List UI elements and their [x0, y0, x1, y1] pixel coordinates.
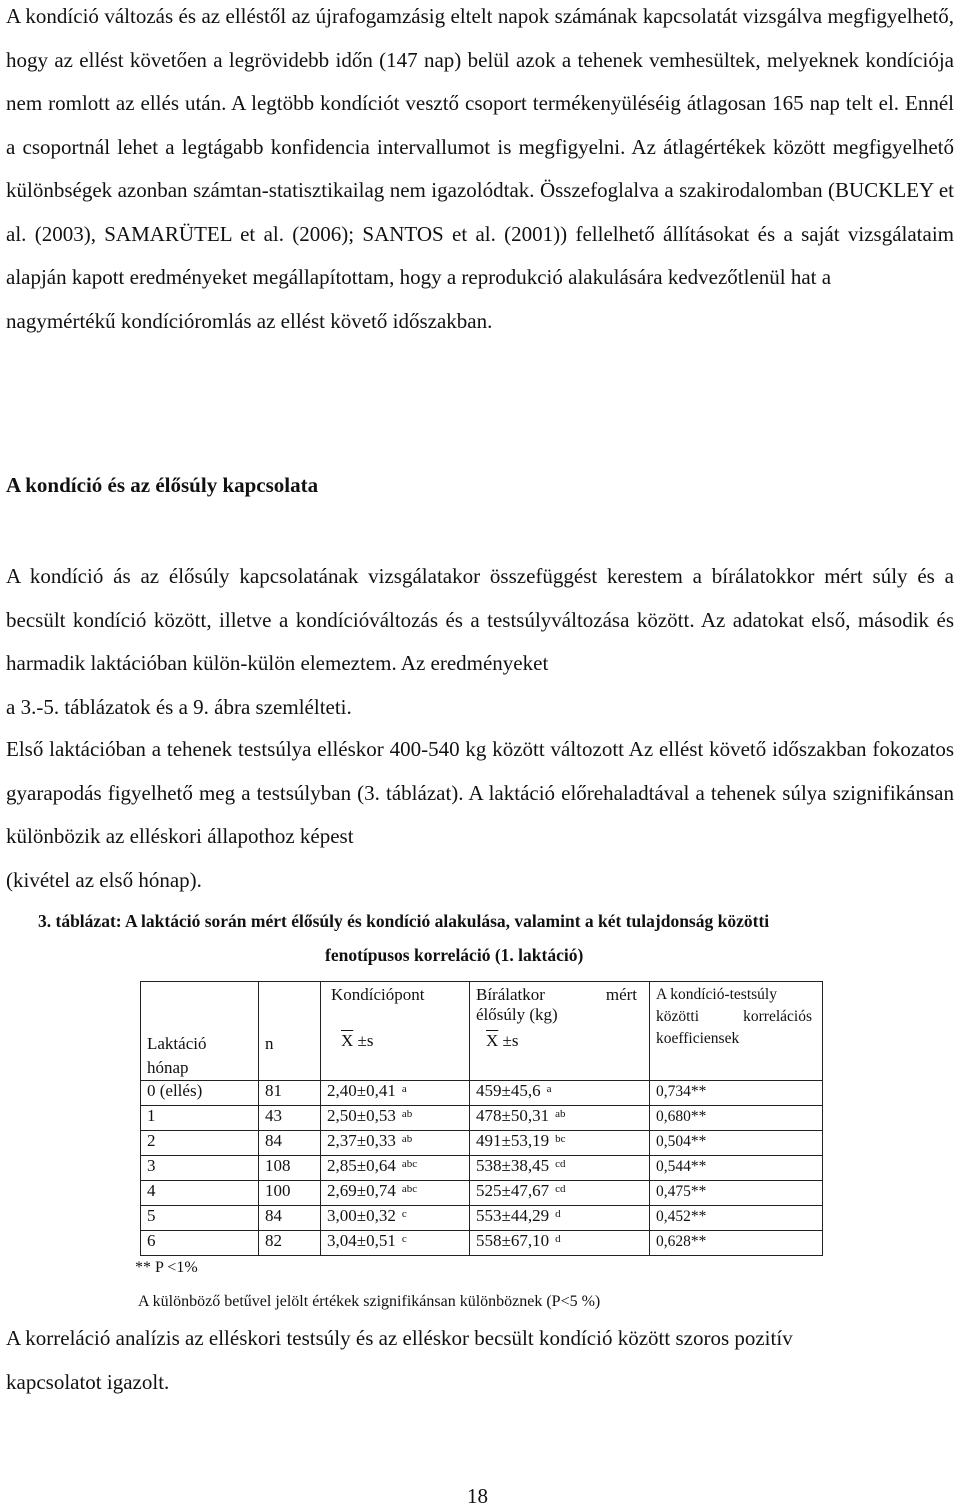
cell-correlation	[650, 1131, 823, 1156]
cell-n	[259, 1206, 321, 1231]
table-caption: 3. táblázat: A laktáció során mért élősúly és kondíció alakulása, valamint a két tulajdonság közötti	[38, 911, 770, 931]
cell-month	[141, 1231, 259, 1256]
mean-symbol: $\overline{X}$	[341, 1031, 354, 1050]
cell-correlation-value: 0,475**	[656, 1183, 707, 1200]
cell-correlation	[650, 1206, 823, 1231]
paragraph-text: A kondíció változás és az elléstől az újrafogamzásig eltelt napok számának kapcsolatát vizsgálva megfigyelhető, hogy az ellést követően a legrövidebb időn (147 nap) belül azok a tehenek vemhesültek, melyeknek kondíciója nem romlott az ellés után. A legtöbb kondíciót vesztő csoport termékenyüléséig átlagosan 165 nap telt el. Ennél a csoportnál lehet a legtágabb konfidencia intervallumot is megfigyelni. Az átlagértékek között megfigyelhető különbségek azonban számtan-statisztikailag nem igazolódtak. Összefoglalva a szakirodalomban (BUCKLEY et al. (2003), SAMARÜTEL et al. (2006); SANTOS et al. (2001)) fellelhető állításokat és a saját vizsgálataim alapján kapott eredményeket megállapítottam, hogy a reprodukció alakulására kedvezőtlenül hat a	[6, 4, 954, 289]
data-table	[140, 981, 823, 1256]
header-n-label: n	[265, 1034, 274, 1053]
table-row	[141, 1131, 823, 1156]
cell-correlation-value: 0,544**	[656, 1158, 707, 1175]
cell-n-value: 100	[265, 1181, 291, 1200]
cell-condition-significance-letter: ab	[401, 1108, 413, 1120]
table-note-letters: A különböző betűvel jelölt értékek szignifikánsan különböznek (P<5 %)	[138, 1293, 601, 1310]
cell-condition-value: 2,40±0,41	[327, 1081, 396, 1100]
header-korrelacio	[650, 982, 823, 1081]
cell-condition	[321, 1231, 470, 1256]
cell-weight-significance-letter: a	[546, 1083, 552, 1095]
paragraph-last-line: kapcsolatot igazolt.	[6, 1369, 170, 1394]
cell-month-value: 0 (ellés)	[147, 1081, 203, 1100]
cell-condition-value: 3,04±0,51	[327, 1231, 396, 1250]
paragraph-weight-intro	[6, 555, 954, 729]
cell-correlation	[650, 1156, 823, 1181]
table-row	[141, 1081, 823, 1106]
cell-condition-significance-letter: abc	[401, 1158, 418, 1170]
header-laktacio	[141, 982, 259, 1081]
cell-month-value: 3	[147, 1156, 156, 1175]
mean-symbol: $\overline{X}$	[486, 1031, 499, 1050]
cell-weight	[470, 1156, 650, 1181]
cell-correlation-value: 0,452**	[656, 1208, 707, 1225]
cell-month	[141, 1156, 259, 1181]
cell-n	[259, 1231, 321, 1256]
cell-correlation-value: 0,734**	[656, 1083, 707, 1100]
table-row	[141, 1231, 823, 1256]
cell-correlation-value: 0,628**	[656, 1233, 707, 1250]
cell-correlation	[650, 1231, 823, 1256]
header-biralatkor	[470, 982, 650, 1081]
cell-correlation-value: 0,504**	[656, 1133, 707, 1150]
page-number: 18	[467, 1484, 488, 1508]
table-note-significance: ** P <1%	[135, 1259, 198, 1276]
paragraph-last-line: a 3.-5. táblázatok és a 9. ábra szemlélteti.	[6, 694, 352, 719]
cell-condition	[321, 1156, 470, 1181]
header-kondiciopont	[321, 982, 470, 1081]
header-korrelacio-line2: közötti	[656, 1008, 700, 1025]
cell-condition	[321, 1131, 470, 1156]
cell-condition-significance-letter: c	[401, 1208, 407, 1220]
cell-condition-value: 2,85±0,64	[327, 1156, 396, 1175]
cell-n-value: 81	[265, 1081, 282, 1100]
cell-month-value: 5	[147, 1206, 156, 1225]
cell-condition-significance-letter: a	[401, 1083, 407, 1095]
cell-weight-significance-letter: d	[555, 1208, 561, 1220]
cell-n-value: 43	[265, 1106, 282, 1125]
cell-n	[259, 1156, 321, 1181]
cell-weight-value: 459±45,6	[476, 1081, 541, 1100]
header-mean-sd	[327, 1031, 463, 1051]
table-header-row	[141, 982, 823, 1081]
cell-n	[259, 1131, 321, 1156]
paragraph-text: A korreláció analízis az elléskori testsúly és az elléskor becsült kondíció között szoros pozitív	[6, 1326, 793, 1350]
cell-weight	[470, 1206, 650, 1231]
paragraph-first-lactation	[6, 728, 954, 902]
table-row	[141, 1106, 823, 1131]
header-elosuly-label: élősúly (kg)	[476, 1005, 558, 1024]
header-laktacio-label: Laktáció	[147, 1034, 207, 1053]
header-korrelacio-line4: koefficiensek	[656, 1030, 740, 1047]
cell-correlation-value: 0,680**	[656, 1108, 707, 1125]
header-n	[259, 982, 321, 1081]
cell-month-value: 1	[147, 1106, 156, 1125]
header-honap-label: hónap	[147, 1058, 189, 1077]
cell-month	[141, 1206, 259, 1231]
cell-condition-value: 2,50±0,53	[327, 1106, 396, 1125]
cell-condition-significance-letter: ab	[401, 1133, 413, 1145]
paragraph-text: A kondíció ás az élősúly kapcsolatának vizsgálatakor összefüggést kerestem a bírálatokkor mért súly és a becsült kondíció között, illetve a kondícióváltozás és a testsúlyváltozása között. Az adatokat első, második és harmadik laktációban külön-külön elemeztem. Az eredményeket	[6, 564, 954, 675]
cell-weight	[470, 1106, 650, 1131]
paragraph-correlation	[6, 1317, 954, 1404]
header-korrelacio-line1: A kondíció-testsúly	[656, 986, 777, 1003]
cell-weight-significance-letter: ab	[555, 1108, 566, 1120]
cell-condition	[321, 1106, 470, 1131]
table-caption-line2: fenotípusos korreláció (1. laktáció)	[325, 945, 584, 965]
cell-month	[141, 1181, 259, 1206]
cell-weight-value: 491±53,19	[476, 1131, 550, 1150]
table-row	[141, 1206, 823, 1231]
cell-weight-value: 525±47,67	[476, 1181, 550, 1200]
cell-month-value: 4	[147, 1181, 156, 1200]
cell-n-value: 108	[265, 1156, 291, 1175]
cell-month	[141, 1131, 259, 1156]
table-row	[141, 1156, 823, 1181]
header-biralatkor-label: Bírálatkor	[476, 985, 545, 1004]
cell-condition-value: 2,37±0,33	[327, 1131, 396, 1150]
cell-weight	[470, 1231, 650, 1256]
cell-n-value: 82	[265, 1231, 282, 1250]
sd-symbol: ±s	[498, 1031, 519, 1050]
cell-month	[141, 1081, 259, 1106]
cell-n-value: 84	[265, 1131, 282, 1150]
cell-condition-significance-letter: c	[401, 1233, 407, 1245]
cell-condition-value: 3,00±0,32	[327, 1206, 396, 1225]
cell-month-value: 6	[147, 1231, 156, 1250]
header-mean-sd	[476, 1031, 643, 1051]
header-korrelacio-line3: korrelációs	[743, 1008, 812, 1025]
cell-weight-value: 478±50,31	[476, 1106, 550, 1125]
table-body	[141, 1081, 823, 1256]
table-row	[141, 1181, 823, 1206]
cell-n	[259, 1081, 321, 1106]
cell-month	[141, 1106, 259, 1131]
paragraph-last-line: (kivétel az első hónap).	[6, 867, 202, 892]
sd-symbol: ±s	[353, 1031, 374, 1050]
cell-weight-significance-letter: d	[555, 1233, 561, 1245]
cell-month-value: 2	[147, 1131, 156, 1150]
cell-condition	[321, 1181, 470, 1206]
cell-weight-significance-letter: cd	[555, 1183, 566, 1195]
cell-n	[259, 1106, 321, 1131]
cell-condition-value: 2,69±0,74	[327, 1181, 396, 1200]
cell-condition-significance-letter: abc	[401, 1183, 418, 1195]
cell-weight-value: 558±67,10	[476, 1231, 550, 1250]
cell-correlation	[650, 1081, 823, 1106]
cell-weight-value: 553±44,29	[476, 1206, 550, 1225]
cell-weight	[470, 1181, 650, 1206]
header-kondiciopont-label: Kondíciópont	[331, 985, 425, 1004]
section-heading: A kondíció és az élősúly kapcsolata	[6, 473, 319, 497]
paragraph-last-line: nagymértékű kondícióromlás az ellést követő időszakban.	[6, 308, 493, 333]
cell-weight-significance-letter: cd	[555, 1158, 566, 1170]
paragraph-condition-fertility	[6, 0, 954, 343]
cell-n-value: 84	[265, 1206, 282, 1225]
cell-correlation	[650, 1181, 823, 1206]
cell-correlation	[650, 1106, 823, 1131]
cell-weight	[470, 1131, 650, 1156]
cell-weight-value: 538±38,45	[476, 1156, 550, 1175]
cell-condition	[321, 1081, 470, 1106]
header-mert-label: mért	[605, 985, 637, 1004]
cell-condition	[321, 1206, 470, 1231]
cell-weight-significance-letter: bc	[555, 1133, 566, 1145]
cell-weight	[470, 1081, 650, 1106]
paragraph-text: Első laktációban a tehenek testsúlya elléskor 400-540 kg között változott Az ellést követő időszakban fokozatos gyarapodás figyelhető meg a testsúlyban (3. táblázat). A laktáció előrehaladtával a tehenek súlya szignifikánsan különbözik az elléskori állapothoz képest	[6, 737, 954, 848]
cell-n	[259, 1181, 321, 1206]
